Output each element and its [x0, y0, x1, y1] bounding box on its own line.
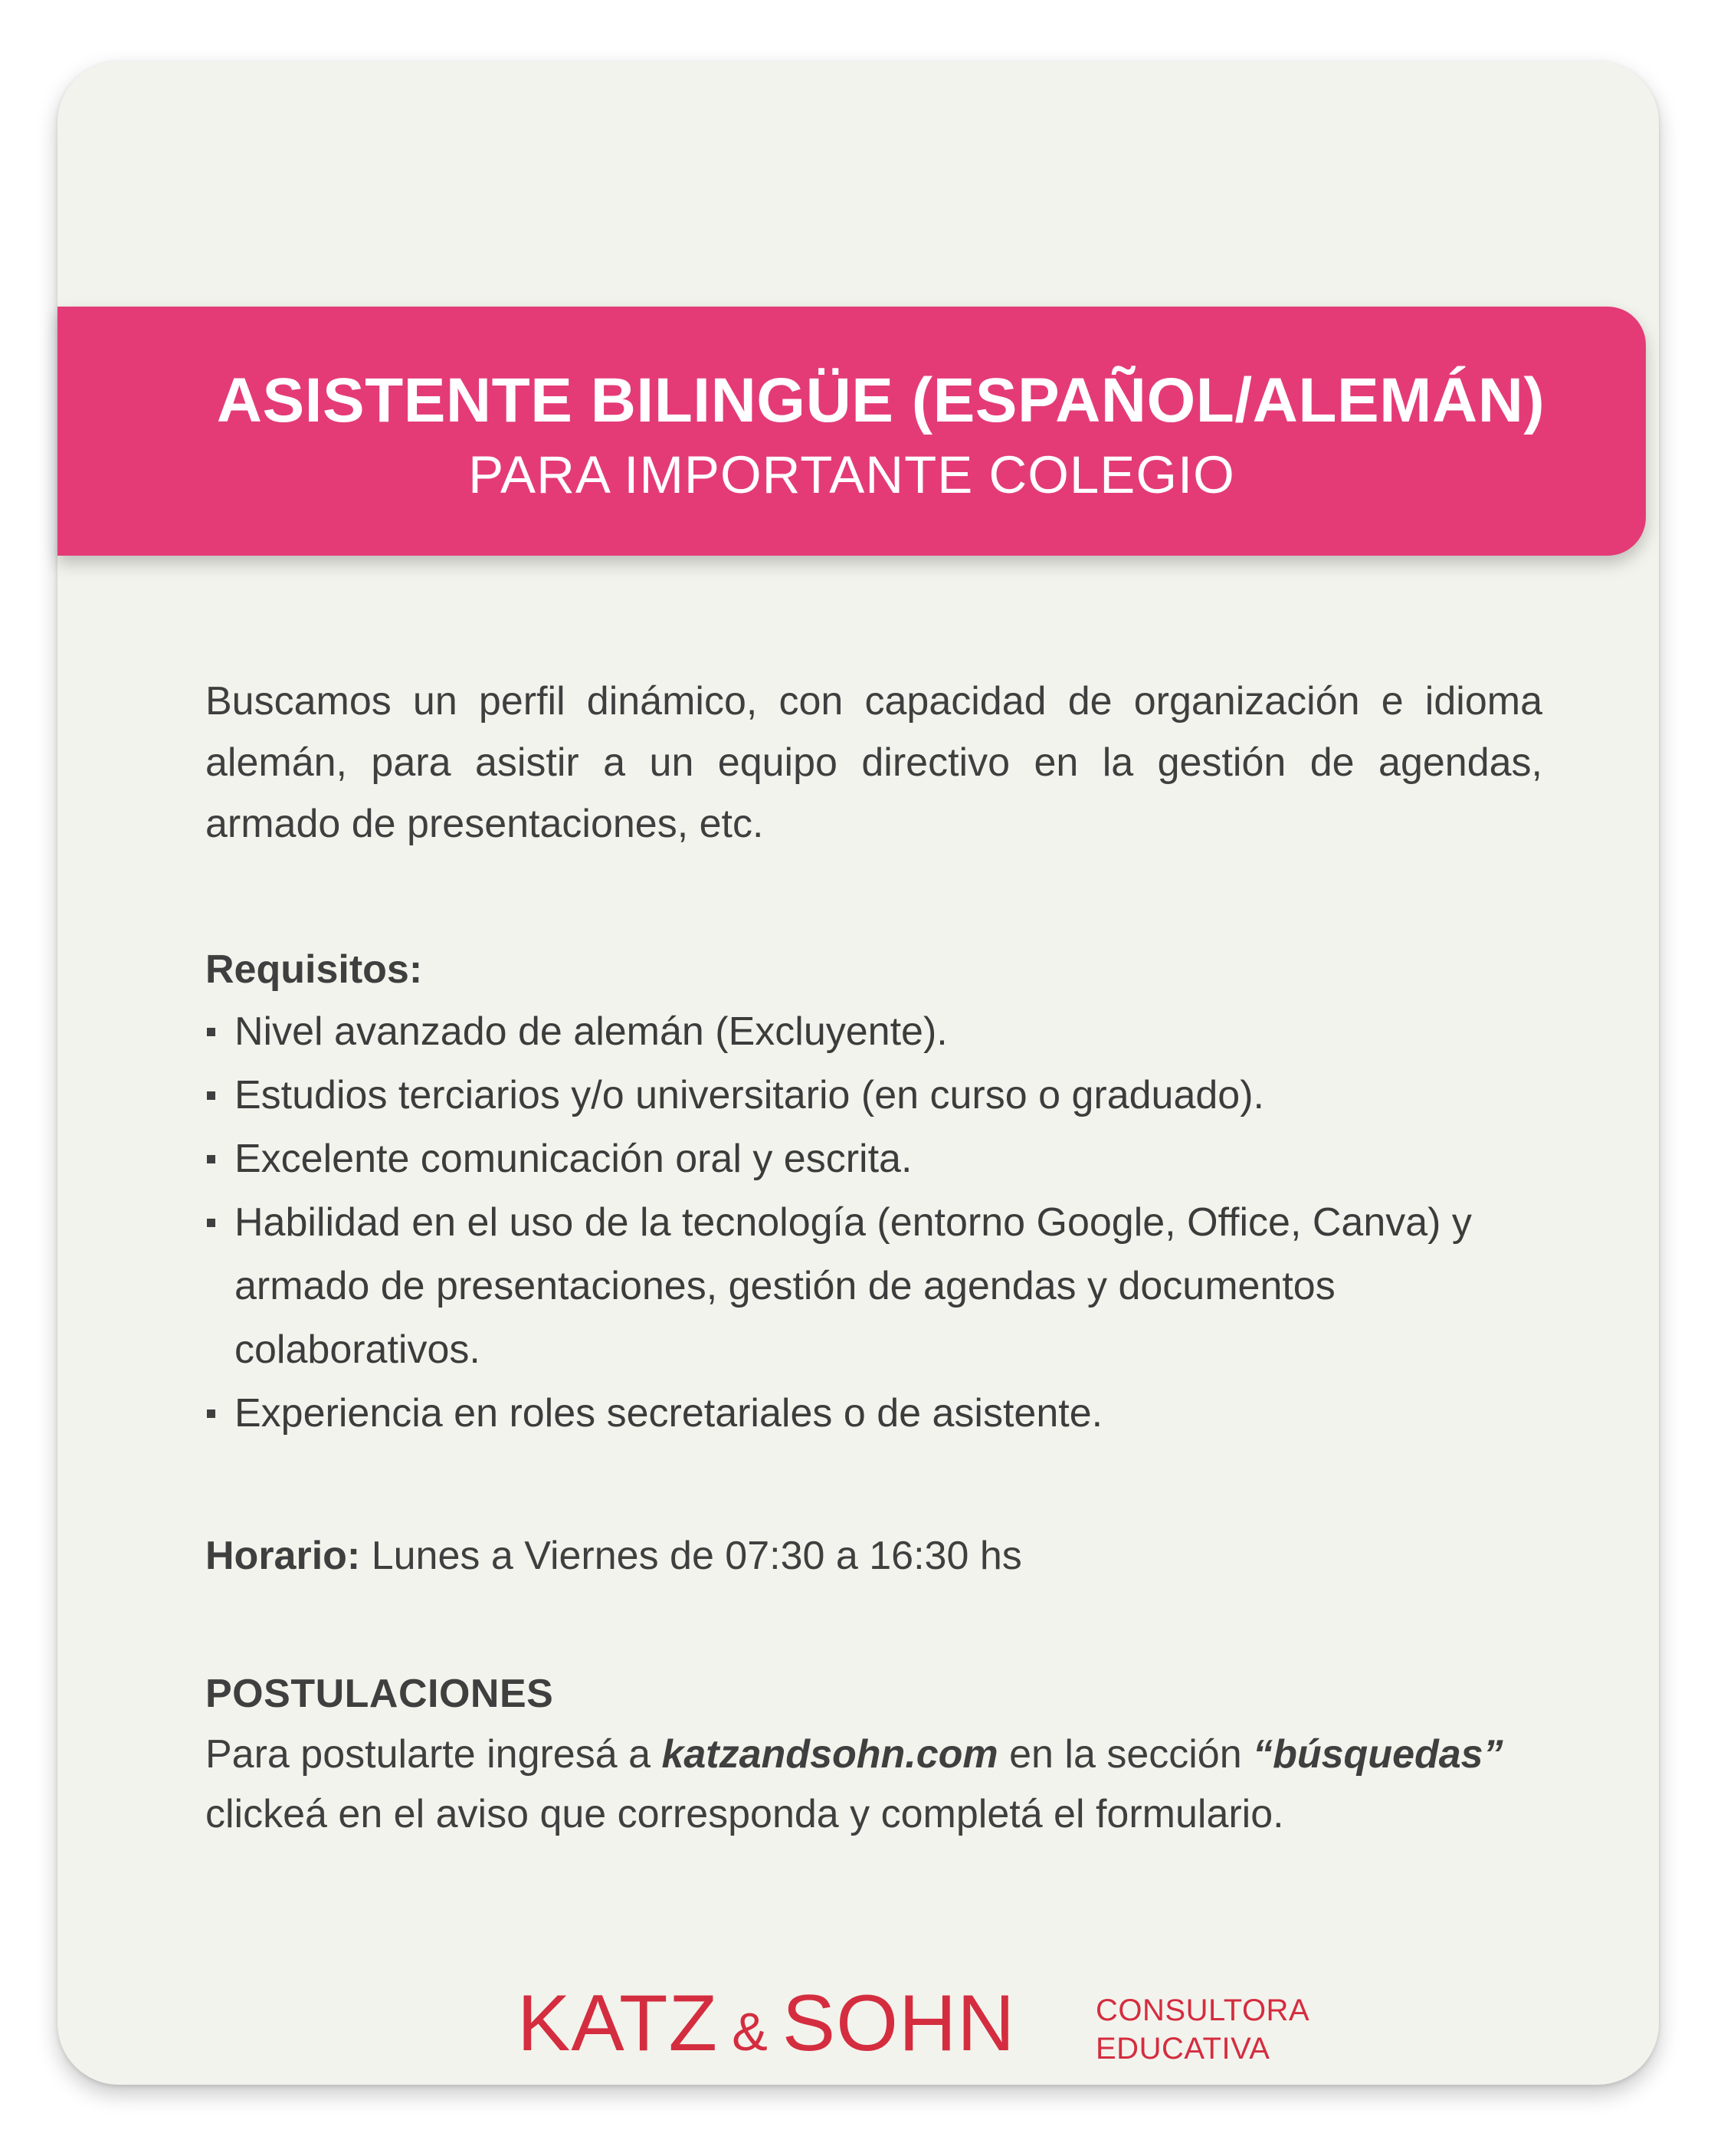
requirement-text: Estudios terciarios y/o universitario (en curso o graduado). — [234, 1073, 1264, 1117]
job-title: ASISTENTE BILINGÜE (ESPAÑOL/ALEMÁN) — [216, 366, 1545, 435]
title-banner — [57, 307, 1646, 556]
schedule-value: Lunes a Viernes de 07:30 a 16:30 hs — [371, 1534, 1022, 1578]
applications-text — [205, 1724, 1542, 1844]
job-posting-card — [57, 61, 1659, 2085]
bullet-icon — [207, 1028, 215, 1036]
logo-name-right: SOHN — [782, 1979, 1016, 2068]
requirement-item — [205, 1127, 1542, 1191]
logo-tagline-line1: CONSULTORA — [1096, 1994, 1310, 2027]
website-link[interactable]: katzandsohn.com — [661, 1732, 998, 1777]
requirement-text: Nivel avanzado de alemán (Excluyente). — [234, 1009, 948, 1054]
schedule-label: Horario: — [205, 1534, 361, 1578]
requirement-text: Excelente comunicación oral y escrita. — [234, 1137, 913, 1181]
applications-text-middle: en la sección — [1009, 1732, 1242, 1777]
job-subtitle: PARA IMPORTANTE COLEGIO — [468, 445, 1235, 504]
bullet-icon — [207, 1091, 215, 1100]
requirement-text: Experiencia en roles secretariales o de asistente. — [234, 1391, 1103, 1436]
logo-wordmark — [517, 1970, 1015, 2085]
section-name: “búsquedas” — [1253, 1732, 1503, 1777]
requirement-item — [205, 1000, 1542, 1064]
applications-heading: POSTULACIONES — [205, 1672, 554, 1716]
bullet-icon — [207, 1219, 215, 1227]
requirement-item — [205, 1382, 1542, 1446]
logo-ampersand: & — [732, 2002, 769, 2062]
logo-name-left: KATZ — [517, 1979, 719, 2068]
logo-tagline-line2: EDUCATIVA — [1096, 2032, 1270, 2066]
requirement-text: Habilidad en el uso de la tecnología (entorno Google, Office, Canva) y armado de presentaciones, gestión de agendas y documentos colaborativos. — [234, 1200, 1472, 1372]
logo-tagline — [1096, 1991, 1309, 2068]
applications-text-after: clickeá en el aviso que corresponda y completá el formulario. — [205, 1792, 1284, 1836]
applications-text-before: Para postularte ingresá a — [205, 1732, 651, 1777]
intro-paragraph: Buscamos un perfil dinámico, con capacidad de organización e idioma alemán, para asistir a un equipo directivo en la gestión de agendas, armado de presentaciones, etc. — [205, 679, 1542, 846]
requirements-list — [205, 1000, 1542, 1446]
schedule-line — [205, 1525, 1542, 1587]
bullet-icon — [207, 1155, 215, 1163]
requirement-item — [205, 1064, 1542, 1127]
bullet-icon — [207, 1409, 215, 1418]
requirement-item — [205, 1191, 1542, 1382]
requirements-heading: Requisitos: — [205, 947, 423, 992]
